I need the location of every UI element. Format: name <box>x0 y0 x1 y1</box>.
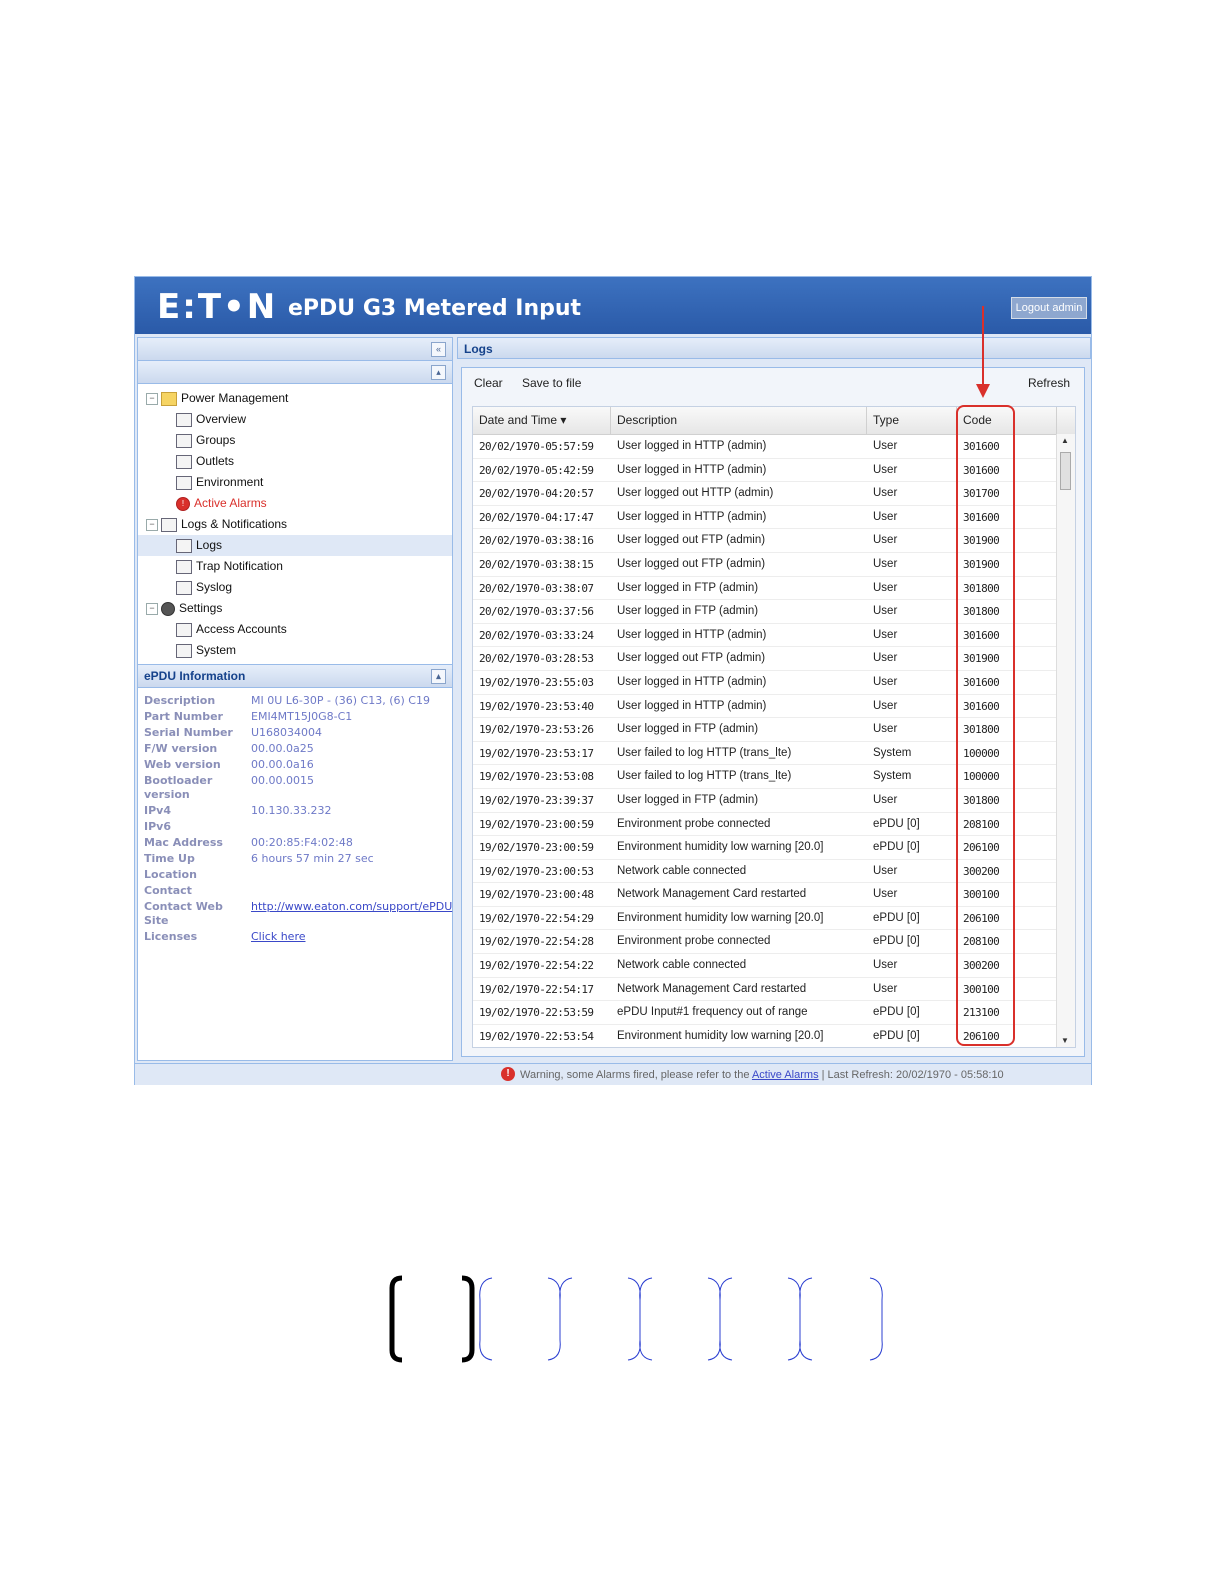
tree-item[interactable] <box>138 388 452 409</box>
tree-item[interactable] <box>138 514 452 535</box>
tree-item-label: Groups <box>196 433 236 447</box>
scroll-thumb[interactable] <box>1060 452 1071 490</box>
tree-item-label: Overview <box>196 412 247 426</box>
cell-description: Environment probe connected <box>617 935 771 948</box>
info-key: Serial Number <box>144 726 233 739</box>
collapse-left-icon[interactable]: « <box>431 342 446 357</box>
cell-type: User <box>873 534 898 547</box>
tree-item[interactable] <box>138 598 452 619</box>
cell-date-time: 20/02/1970-03:28:53 <box>479 652 594 666</box>
logout-button[interactable]: Logout admin <box>1011 297 1087 319</box>
cell-description: Environment humidity low warning [20.0] <box>617 911 824 924</box>
cell-description: Network Management Card restarted <box>617 982 807 995</box>
tree-item-label: Environment <box>196 475 264 489</box>
info-value: U168034004 <box>251 726 323 739</box>
logs-title: Logs <box>457 337 1091 359</box>
status-text <box>520 1065 1004 1086</box>
epdu-information-table <box>138 688 452 944</box>
info-key: Part Number <box>144 710 223 723</box>
tree-item-label: Syslog <box>196 580 233 594</box>
page-icon <box>176 581 192 595</box>
cell-date-time: 19/02/1970-23:00:59 <box>479 841 594 855</box>
grid-scrollbar[interactable] <box>1056 434 1075 1047</box>
bracket-decoration <box>380 1270 900 1370</box>
cell-description: User logged in HTTP (admin) <box>617 510 767 523</box>
page-icon <box>176 413 192 427</box>
cell-description: User logged out FTP (admin) <box>617 557 766 570</box>
cell-code: 301600 <box>963 699 1000 713</box>
tree-item-label: System <box>196 643 237 657</box>
epdu-information-title: ePDU Information <box>144 669 246 683</box>
column-date-time[interactable]: Date and Time ▾ <box>473 407 611 434</box>
cell-date-time: 20/02/1970-03:38:07 <box>479 581 594 595</box>
cell-description: Environment humidity low warning [20.0] <box>617 1029 824 1042</box>
info-value: EMI4MT15J0G8-C1 <box>251 710 353 723</box>
info-key: Licenses <box>144 930 198 943</box>
column-description[interactable]: Description <box>611 407 867 434</box>
cell-description: User logged out HTTP (admin) <box>617 487 774 500</box>
tree-item[interactable] <box>138 451 452 472</box>
info-row <box>144 742 452 756</box>
cell-code: 100000 <box>963 770 1000 784</box>
cell-type: User <box>873 510 898 523</box>
cell-date-time: 20/02/1970-04:17:47 <box>479 510 594 524</box>
folder-icon <box>161 392 177 406</box>
tree-item-label: Access Accounts <box>196 622 287 636</box>
cell-date-time: 19/02/1970-22:53:54 <box>479 1029 594 1043</box>
cell-type: User <box>873 652 898 665</box>
tree-item[interactable] <box>138 556 452 577</box>
cell-description: User logged in FTP (admin) <box>617 723 759 736</box>
cell-type: User <box>873 605 898 618</box>
cell-date-time: 19/02/1970-22:54:28 <box>479 935 594 949</box>
cell-code: 208100 <box>963 935 1000 949</box>
cell-code: 300200 <box>963 864 1000 878</box>
cell-type: System <box>873 770 912 783</box>
cell-code: 301800 <box>963 581 1000 595</box>
cell-code: 301600 <box>963 510 1000 524</box>
cell-code: 301800 <box>963 723 1000 737</box>
gear-icon <box>161 602 175 616</box>
cell-description: Environment humidity low warning [20.0] <box>617 841 824 854</box>
cell-code: 206100 <box>963 911 1000 925</box>
info-value: 00.00.0a16 <box>251 758 314 771</box>
cell-code: 301800 <box>963 605 1000 619</box>
save-to-file-button[interactable]: Save to file <box>522 376 582 390</box>
info-row <box>144 836 452 850</box>
cell-code: 301600 <box>963 463 1000 477</box>
tree-item-label: Settings <box>179 601 223 615</box>
info-value: 00.00.0a25 <box>251 742 314 755</box>
tree-item-label: Active Alarms <box>194 496 267 510</box>
cell-description: User logged in FTP (admin) <box>617 793 759 806</box>
tree-item[interactable] <box>138 493 452 514</box>
refresh-button[interactable]: Refresh <box>1027 376 1070 390</box>
cell-code: 301800 <box>963 793 1000 807</box>
cell-date-time: 20/02/1970-04:20:57 <box>479 487 594 501</box>
column-code[interactable]: Code <box>957 407 1057 434</box>
cell-code: 100000 <box>963 746 1000 760</box>
cell-type: ePDU [0] <box>873 841 920 854</box>
tree-item-label: Logs & Notifications <box>181 517 288 531</box>
clear-button[interactable]: Clear <box>474 376 503 390</box>
cell-description: User logged in FTP (admin) <box>617 581 759 594</box>
page-icon <box>176 455 192 469</box>
tree-item-label: Power Management <box>181 391 289 405</box>
cell-date-time: 20/02/1970-03:38:16 <box>479 534 594 548</box>
left-panel <box>137 337 453 1061</box>
brace-5 <box>788 1278 812 1360</box>
cell-code: 301700 <box>963 487 1000 501</box>
cell-date-time: 19/02/1970-23:39:37 <box>479 793 594 807</box>
tree-item[interactable] <box>138 619 452 640</box>
brace-6 <box>870 1278 882 1360</box>
cell-date-time: 19/02/1970-22:53:59 <box>479 1006 594 1020</box>
cell-description: User failed to log HTTP (trans_lte) <box>617 770 792 783</box>
cell-type: User <box>873 628 898 641</box>
cell-type: ePDU [0] <box>873 817 920 830</box>
cell-code: 206100 <box>963 841 1000 855</box>
tree-item-label: Trap Notification <box>196 559 283 573</box>
cell-description: ePDU Input#1 frequency out of range <box>617 1006 808 1019</box>
scroll-up-icon[interactable]: ▲ <box>1061 436 1069 445</box>
info-key: Contact Web Site <box>144 900 223 927</box>
cell-type: User <box>873 463 898 476</box>
left-bracket <box>392 1278 402 1360</box>
collapse-up-icon[interactable]: ▴ <box>431 365 446 380</box>
cell-code: 206100 <box>963 1029 1000 1043</box>
cell-type: User <box>873 723 898 736</box>
collapse-info-icon[interactable]: ▴ <box>431 669 446 684</box>
cell-code: 301900 <box>963 557 1000 571</box>
info-key: Mac Address <box>144 836 223 849</box>
info-row <box>144 900 452 928</box>
tree-item[interactable] <box>138 535 452 556</box>
cell-type: User <box>873 440 898 452</box>
info-value: 00.00.0015 <box>251 774 314 787</box>
info-row <box>144 774 452 802</box>
info-key: Bootloader version <box>144 774 213 801</box>
info-key: Time Up <box>144 852 195 865</box>
cell-date-time: 19/02/1970-23:53:17 <box>479 746 594 760</box>
eaton-logo: E:T•N <box>157 287 278 327</box>
cell-date-time: 19/02/1970-23:00:48 <box>479 888 594 902</box>
navigation-tree <box>138 384 452 665</box>
cell-date-time: 19/02/1970-23:53:26 <box>479 723 594 737</box>
tree-item[interactable] <box>138 640 452 661</box>
cell-description: User logged in HTTP (admin) <box>617 675 767 688</box>
info-row <box>144 884 452 898</box>
cell-code: 301600 <box>963 628 1000 642</box>
epdu-web-app <box>134 276 1092 1085</box>
cell-date-time: 19/02/1970-23:00:53 <box>479 864 594 878</box>
cell-type: System <box>873 746 912 759</box>
cell-date-time: 19/02/1970-22:54:22 <box>479 959 594 973</box>
cell-description: User logged in HTTP (admin) <box>617 440 767 452</box>
tree-item[interactable] <box>138 409 452 430</box>
tree-header-bar <box>138 361 452 384</box>
cell-type: ePDU [0] <box>873 935 920 948</box>
last-refresh: | Last Refresh: 20/02/1970 - 05:58:10 <box>821 1069 1004 1081</box>
cell-type: User <box>873 675 898 688</box>
info-row <box>144 758 452 772</box>
info-value: 6 hours 57 min 27 sec <box>251 852 374 865</box>
cell-description: User logged in FTP (admin) <box>617 605 759 618</box>
info-key: Description <box>144 694 216 707</box>
cell-date-time: 20/02/1970-05:42:59 <box>479 463 594 477</box>
info-row <box>144 852 452 866</box>
info-row <box>144 726 452 740</box>
column-type[interactable]: Type <box>867 407 957 434</box>
info-value: 00:20:85:F4:02:48 <box>251 836 353 849</box>
brace-1 <box>480 1278 492 1360</box>
cell-description: User logged in HTTP (admin) <box>617 628 767 641</box>
cell-description: User logged out FTP (admin) <box>617 652 766 665</box>
epdu-information-header <box>138 665 452 688</box>
page-icon <box>176 623 192 637</box>
cell-type: User <box>873 581 898 594</box>
cell-date-time: 19/02/1970-23:53:08 <box>479 770 594 784</box>
cell-code: 301600 <box>963 675 1000 689</box>
cell-description: User logged out FTP (admin) <box>617 534 766 547</box>
tree-item-label: Logs <box>196 538 223 552</box>
cell-type: ePDU [0] <box>873 911 920 924</box>
info-value <box>251 868 451 882</box>
status-prefix: Warning, some Alarms fired, please refer to the <box>520 1069 750 1081</box>
info-row <box>144 710 452 724</box>
info-link[interactable]: Click here <box>251 930 306 943</box>
cell-description: User failed to log HTTP (trans_lte) <box>617 746 792 759</box>
info-row <box>144 930 452 944</box>
info-key: IPv4 <box>144 804 171 817</box>
tree-item[interactable] <box>138 577 452 598</box>
logs-toolbar <box>462 368 1084 398</box>
info-value: MI 0U L6-30P - (36) C13, (6) C19 <box>251 694 430 707</box>
collapse-node-icon[interactable]: − <box>146 519 158 531</box>
tree-item[interactable] <box>138 430 452 451</box>
active-alarms-link[interactable]: Active Alarms <box>751 1069 819 1081</box>
tree-item[interactable] <box>138 472 452 493</box>
cell-code: 208100 <box>963 817 1000 831</box>
cell-description: User logged in HTTP (admin) <box>617 463 767 476</box>
info-value <box>251 884 451 898</box>
cell-date-time: 19/02/1970-23:53:40 <box>479 699 594 713</box>
right-bracket <box>462 1278 472 1360</box>
cell-date-time: 20/02/1970-03:37:56 <box>479 605 594 619</box>
brace-3 <box>628 1278 652 1360</box>
brace-2 <box>548 1278 572 1360</box>
page-icon <box>161 518 177 532</box>
app-header <box>135 277 1091 334</box>
cell-date-time: 19/02/1970-23:55:03 <box>479 675 594 689</box>
cell-description: Network Management Card restarted <box>617 888 807 901</box>
info-key: Web version <box>144 758 221 771</box>
cell-description: Environment probe connected <box>617 817 771 830</box>
code-column-highlight <box>956 405 1015 1046</box>
cell-type: User <box>873 864 898 877</box>
cell-description: User logged in HTTP (admin) <box>617 699 767 712</box>
page-icon <box>176 644 192 658</box>
collapse-node-icon[interactable]: − <box>146 393 158 405</box>
scroll-down-icon[interactable]: ▼ <box>1061 1036 1069 1045</box>
brace-4 <box>708 1278 732 1360</box>
info-row <box>144 694 452 708</box>
info-row <box>144 804 452 818</box>
annotation-arrow-line <box>982 306 984 386</box>
page-icon <box>176 434 192 448</box>
cell-description: Network cable connected <box>617 864 747 877</box>
cell-date-time: 19/02/1970-22:54:29 <box>479 911 594 925</box>
cell-code: 300200 <box>963 959 1000 973</box>
cell-type: User <box>873 888 898 901</box>
page-icon <box>176 560 192 574</box>
cell-description: Network cable connected <box>617 959 747 972</box>
cell-code: 301600 <box>963 440 1000 453</box>
status-bar <box>135 1063 1091 1085</box>
panel-collapse-bar <box>138 338 452 361</box>
cell-type: User <box>873 982 898 995</box>
warning-icon: ! <box>501 1067 515 1081</box>
page-icon <box>176 539 192 553</box>
cell-date-time: 20/02/1970-03:38:15 <box>479 557 594 571</box>
cell-code: 213100 <box>963 1006 1000 1020</box>
cell-type: User <box>873 487 898 500</box>
tree-item-label: Outlets <box>196 454 235 468</box>
cell-code: 301900 <box>963 534 1000 548</box>
cell-date-time: 19/02/1970-23:00:59 <box>479 817 594 831</box>
info-key: Contact <box>144 884 192 897</box>
page-icon <box>176 476 192 490</box>
cell-type: User <box>873 557 898 570</box>
info-value: 10.130.33.232 <box>251 804 332 817</box>
info-link[interactable]: http://www.eaton.com/support/ePDU <box>251 900 453 913</box>
cell-code: 300100 <box>963 982 1000 996</box>
info-key: Location <box>144 868 197 881</box>
cell-code: 300100 <box>963 888 1000 902</box>
cell-date-time: 20/02/1970-05:57:59 <box>479 440 594 453</box>
product-title: ePDU G3 Metered Input <box>288 296 582 321</box>
cell-type: ePDU [0] <box>873 1006 920 1019</box>
cell-type: ePDU [0] <box>873 1029 920 1042</box>
cell-date-time: 19/02/1970-22:54:17 <box>479 982 594 996</box>
info-value <box>251 820 451 834</box>
info-row <box>144 868 452 882</box>
info-key: F/W version <box>144 742 218 755</box>
alarm-icon: ! <box>176 497 190 511</box>
cell-date-time: 20/02/1970-03:33:24 <box>479 628 594 642</box>
collapse-node-icon[interactable]: − <box>146 603 158 615</box>
info-key: IPv6 <box>144 820 171 833</box>
annotation-arrow-head <box>976 384 990 398</box>
cell-type: User <box>873 793 898 806</box>
cell-code: 301900 <box>963 652 1000 666</box>
info-row <box>144 820 452 834</box>
cell-type: User <box>873 959 898 972</box>
cell-type: User <box>873 699 898 712</box>
